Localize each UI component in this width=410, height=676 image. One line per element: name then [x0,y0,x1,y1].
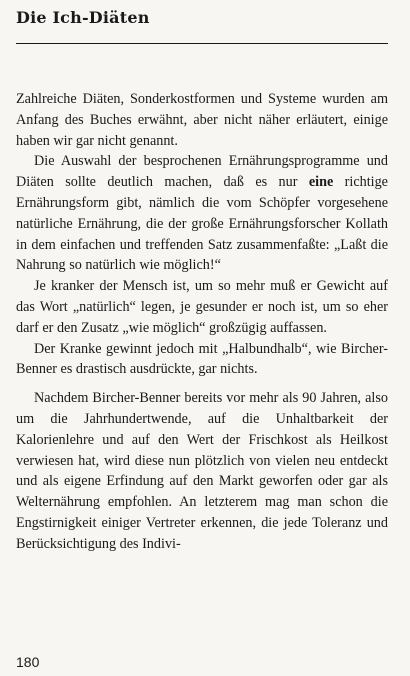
emphasis-word: eine [308,174,334,191]
paragraph-2 [16,151,388,276]
paragraph-2-end: richtige Ernährungsform gibt, nämlich die vom Schöpfer vorgesehene natürliche Ernährung, die der große Ernährungsforscher Kollath in dem einfachen und treffenden Satz zusammenfaßte: „Laßt die Nahrung so natürlich wie möglich!“ [16,174,388,274]
header-divider [16,43,388,44]
paragraph-1: Zahlreiche Diäten, Sonderkostformen und Systeme wurden am Anfang des Buches erwähnt, aber nicht näher erläutert, einige haben wir gar nicht genannt. [16,91,388,149]
page-number: 180 [16,654,40,670]
chapter-title: Die Ich-Diäten [16,8,150,27]
paragraph-3: Je kranker der Mensch ist, um so mehr muß er Gewicht auf das Wort „natürlich“ legen, je gesunder er noch ist, um so eher darf er den Zusatz „wie möglich“ großzügig auffassen. [16,278,388,336]
paragraph-2-start: Die Auswahl der besprochenen Ernährungsprogramme und Diäten sollte deutlich machen, daß es nur [16,153,388,191]
paragraph-5: Nachdem Bircher-Benner bereits vor mehr als 90 Jahren, also um die Jahrhundertwende, auf die Unhaltbarkeit der Kalorienlehre und auf den Wert der Frischkost als Heilkost verwiesen hat, wird diese nun plötzlich von vielen neu entdeckt und als eigene Erfindung auf den Markt geworfen oder gar als Welternährung empfohlen. An letzterem mag man schon die Engstirnigkeit einiger Vertreter erkennen, die jede Toleranz und Berücksichtigung des Indivi- [16,390,388,552]
paragraph-4: Der Kranke gewinnt jedoch mit „Halbundhalb“, wie Bircher-Benner es drastisch ausdrückte, gar nichts. [16,340,388,378]
body-text [16,89,388,555]
